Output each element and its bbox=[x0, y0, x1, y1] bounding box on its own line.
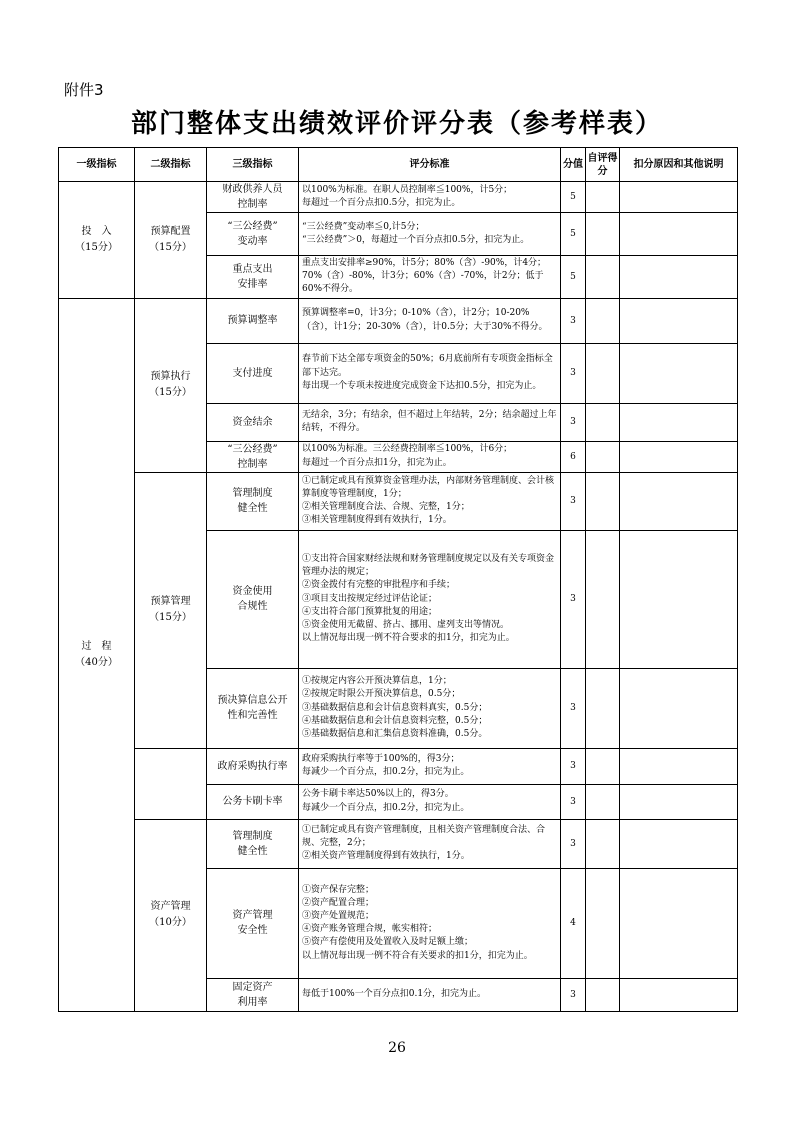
indicator-name-line: 利用率 bbox=[237, 996, 268, 1008]
criteria-line: 每减少一个百分点，扣0.2分，扣完为止。 bbox=[302, 767, 470, 778]
criteria-line: 以100%为标准。在职人员控制率≦100%，计5分； bbox=[302, 184, 513, 195]
criteria-line: ②资金拨付有完整的审批程序和手续； bbox=[302, 580, 456, 591]
reason-cell[interactable] bbox=[620, 978, 738, 1011]
criteria-line: ①支出符合国家财经法规和财务管理制度规定以及有关专项资金管理办法的规定； bbox=[302, 553, 555, 578]
criteria-line: 每低于100%一个百分点扣0.1分，扣完为止。 bbox=[302, 989, 487, 999]
indicator-name-line: 固定资产 bbox=[232, 981, 273, 993]
indicator-name-line: 资金结余 bbox=[232, 416, 273, 428]
indicator-cell bbox=[207, 868, 299, 978]
subgroup-points: （15分） bbox=[149, 612, 192, 624]
group-points: （40分） bbox=[75, 656, 118, 668]
indicator-name-line: 管理制度 bbox=[232, 488, 273, 500]
reason-cell[interactable] bbox=[620, 784, 738, 819]
self-score-cell[interactable] bbox=[586, 748, 620, 784]
criteria-line: ⑤资金使用无截留、挤占、挪用、虚列支出等情况。 bbox=[302, 619, 510, 630]
table-row bbox=[59, 819, 738, 868]
score-cell: 3 bbox=[561, 343, 586, 403]
self-score-cell[interactable] bbox=[586, 978, 620, 1011]
indicator-name-line: 重点支出 bbox=[232, 263, 273, 275]
subgroup-cell bbox=[135, 298, 207, 472]
criteria-line: ④支出符合部门预算批复的用途； bbox=[302, 606, 438, 617]
subgroup-points: （15分） bbox=[149, 387, 192, 399]
indicator-cell bbox=[207, 748, 299, 784]
criteria-line: ⑤资产有偿使用及处置收入及时足额上缴； bbox=[302, 937, 474, 948]
criteria-cell bbox=[299, 978, 561, 1011]
header-criteria: 评分标准 bbox=[299, 148, 561, 182]
self-score-cell[interactable] bbox=[586, 403, 620, 441]
reason-cell[interactable] bbox=[620, 343, 738, 403]
self-score-cell[interactable] bbox=[586, 182, 620, 213]
indicator-name-line: “三公经费” bbox=[227, 443, 278, 455]
indicator-name-line: 安排率 bbox=[237, 278, 268, 290]
indicator-name-line: 安全性 bbox=[237, 925, 268, 937]
indicator-cell bbox=[207, 441, 299, 472]
group-name: 投 入 bbox=[81, 225, 112, 237]
indicator-name-line: 性和完善性 bbox=[227, 710, 278, 722]
score-cell: 3 bbox=[561, 403, 586, 441]
indicator-name-line: 资产管理 bbox=[232, 910, 273, 922]
subgroup-cell bbox=[135, 472, 207, 748]
criteria-line: ①已制定或具有资产管理制度，且相关资产管理制度合法、合规、完整，2分； bbox=[302, 824, 546, 848]
criteria-line: ⑤基础数据信息和汇集信息资料准确，0.5分。 bbox=[302, 728, 488, 739]
table-header-row bbox=[59, 148, 738, 182]
criteria-cell bbox=[299, 343, 561, 403]
criteria-line: 重点支出安排率≥90%，计5分；80%（含）-90%，计4分；70%（含）-80%，计3分；60%（含）-70%，计2分；低于60%不得分。 bbox=[302, 258, 547, 295]
reason-cell[interactable] bbox=[620, 819, 738, 868]
criteria-cell bbox=[299, 784, 561, 819]
indicator-cell bbox=[207, 256, 299, 299]
criteria-line: 每出现一个专项未按进度完成资金下达扣0.5分，扣完为止。 bbox=[302, 380, 542, 391]
self-score-cell[interactable] bbox=[586, 868, 620, 978]
indicator-cell bbox=[207, 343, 299, 403]
criteria-line: ④资产账务管理合规，帐实相符； bbox=[302, 924, 438, 935]
score-cell: 3 bbox=[561, 298, 586, 343]
score-cell: 3 bbox=[561, 784, 586, 819]
criteria-line: 公务卡刷卡率达50%以上的，得3分。 bbox=[302, 789, 454, 800]
reason-cell[interactable] bbox=[620, 441, 738, 472]
table-row bbox=[59, 472, 738, 530]
subgroup-cell bbox=[135, 748, 207, 819]
indicator-cell bbox=[207, 668, 299, 748]
criteria-line: 每减少一个百分点，扣0.2分，扣完为止。 bbox=[302, 802, 470, 813]
criteria-cell bbox=[299, 530, 561, 668]
criteria-cell bbox=[299, 748, 561, 784]
score-cell: 5 bbox=[561, 256, 586, 299]
subgroup-cell bbox=[135, 819, 207, 1011]
criteria-line: ③基础数据信息和会计信息资料真实，0.5分； bbox=[302, 702, 488, 713]
self-score-cell[interactable] bbox=[586, 343, 620, 403]
indicator-cell bbox=[207, 472, 299, 530]
criteria-cell bbox=[299, 668, 561, 748]
criteria-line: 每超过一个百分点扣1分，扣完为止。 bbox=[302, 457, 452, 468]
indicator-name-line: 政府采购执行率 bbox=[217, 760, 288, 772]
group-cell bbox=[59, 298, 135, 1011]
indicator-name-line: 管理制度 bbox=[232, 830, 273, 842]
indicator-name-line: 控制率 bbox=[237, 458, 268, 470]
header-l3: 三级指标 bbox=[207, 148, 299, 182]
criteria-line: 每超过一个百分点扣0.5分，扣完为止。 bbox=[302, 198, 461, 208]
criteria-line: 以上情况每出现一例不符合要求的扣1分，扣完为止。 bbox=[302, 633, 515, 644]
score-cell: 3 bbox=[561, 668, 586, 748]
criteria-cell bbox=[299, 403, 561, 441]
criteria-line: “三公经费”变动率≦0,计5分； bbox=[302, 221, 425, 232]
indicator-name-line: 合规性 bbox=[237, 601, 268, 613]
criteria-line: ③项目支出按规定经过评估论证； bbox=[302, 593, 438, 604]
indicator-cell bbox=[207, 784, 299, 819]
header-self-score: 自评得分 bbox=[586, 148, 620, 182]
indicator-cell bbox=[207, 819, 299, 868]
score-cell: 3 bbox=[561, 978, 586, 1011]
indicator-name-line: 公务卡刷卡率 bbox=[222, 796, 283, 808]
criteria-line: ①已制定或具有预算资金管理办法，内部财务管理制度、会计核算制度等管理制度，1分； bbox=[302, 475, 555, 499]
criteria-line: ②相关资产管理制度得到有效执行，1分。 bbox=[302, 851, 470, 862]
score-cell: 6 bbox=[561, 441, 586, 472]
subgroup-points: （10分） bbox=[149, 917, 192, 929]
indicator-name-line: 预决算信息公开 bbox=[217, 695, 288, 707]
reason-cell[interactable] bbox=[620, 472, 738, 530]
indicator-cell bbox=[207, 403, 299, 441]
reason-cell[interactable] bbox=[620, 182, 738, 213]
indicator-name-line: 资金使用 bbox=[232, 586, 273, 598]
criteria-cell bbox=[299, 182, 561, 213]
attachment-label: 附件3 bbox=[64, 81, 104, 99]
group-name: 过 程 bbox=[81, 640, 112, 652]
criteria-line: ③相关管理制度得到有效执行，1分。 bbox=[302, 515, 452, 526]
indicator-name-line: 财政供养人员 bbox=[222, 184, 283, 195]
criteria-line: ③资产处置规范； bbox=[302, 910, 375, 921]
criteria-line: 以上情况每出现一例不符合有关要求的扣1分，扣完为止。 bbox=[302, 950, 533, 961]
self-score-cell[interactable] bbox=[586, 213, 620, 256]
indicator-cell bbox=[207, 298, 299, 343]
indicator-cell bbox=[207, 213, 299, 256]
indicator-name-line: 变动率 bbox=[237, 236, 268, 247]
score-cell: 3 bbox=[561, 819, 586, 868]
self-score-cell[interactable] bbox=[586, 441, 620, 472]
score-cell: 3 bbox=[561, 530, 586, 668]
header-reason: 扣分原因和其他说明 bbox=[620, 148, 738, 182]
self-score-cell[interactable] bbox=[586, 298, 620, 343]
indicator-name-line: “三公经费” bbox=[227, 221, 278, 232]
criteria-line: 春节前下达全部专项资金的50%；6月底前所有专项资金指标全部下达完。 bbox=[302, 354, 553, 378]
group-points: （15分） bbox=[75, 241, 118, 253]
reason-cell[interactable] bbox=[620, 868, 738, 978]
subgroup-name: 预算配置 bbox=[150, 225, 191, 237]
indicator-name-line: 支付进度 bbox=[232, 367, 273, 379]
self-score-cell[interactable] bbox=[586, 472, 620, 530]
score-cell: 5 bbox=[561, 182, 586, 213]
criteria-line: ②按规定时限公开预决算信息，0.5分； bbox=[302, 689, 461, 700]
indicator-name-line: 预算调整率 bbox=[227, 315, 278, 327]
score-cell: 3 bbox=[561, 748, 586, 784]
criteria-line: 无结余，3分；有结余，但不超过上年结转，2分；结余超过上年结转，不得分。 bbox=[302, 409, 557, 434]
score-cell: 3 bbox=[561, 472, 586, 530]
criteria-cell bbox=[299, 472, 561, 530]
indicator-cell bbox=[207, 978, 299, 1011]
reason-cell[interactable] bbox=[620, 213, 738, 256]
criteria-line: ②相关管理制度合法、合规、完整，1分； bbox=[302, 502, 470, 513]
reason-cell[interactable] bbox=[620, 256, 738, 299]
reason-cell[interactable] bbox=[620, 403, 738, 441]
table-row bbox=[59, 182, 738, 213]
criteria-line: 预算调整率=0，计3分；0-10%（含），计2分；10-20%（含），计1分；20-30%（含），计0.5分；大于30%不得分。 bbox=[302, 308, 548, 332]
criteria-line: ①资产保存完整； bbox=[302, 884, 375, 895]
indicator-cell bbox=[207, 182, 299, 213]
self-score-cell[interactable] bbox=[586, 668, 620, 748]
self-score-cell[interactable] bbox=[586, 256, 620, 299]
criteria-line: 政府采购执行率等于100%的，得3分； bbox=[302, 753, 460, 764]
header-score: 分值 bbox=[561, 148, 586, 182]
subgroup-cell bbox=[135, 182, 207, 299]
reason-cell[interactable] bbox=[620, 530, 738, 668]
indicator-name-line: 健全性 bbox=[237, 503, 268, 515]
score-cell: 4 bbox=[561, 868, 586, 978]
criteria-line: 以100%为标准。三公经费控制率≦100%，计6分； bbox=[302, 444, 513, 455]
criteria-cell bbox=[299, 441, 561, 472]
indicator-cell bbox=[207, 530, 299, 668]
self-score-cell[interactable] bbox=[586, 819, 620, 868]
header-l2: 二级指标 bbox=[135, 148, 207, 182]
table-row bbox=[59, 298, 738, 343]
reason-cell[interactable] bbox=[620, 298, 738, 343]
criteria-line: ④基础数据信息和会计信息资料完整，0.5分； bbox=[302, 715, 488, 726]
header-l1: 一级指标 bbox=[59, 148, 135, 182]
table-row bbox=[59, 748, 738, 784]
subgroup-name: 预算管理 bbox=[150, 596, 191, 608]
subgroup-name: 预算执行 bbox=[150, 371, 191, 383]
group-cell bbox=[59, 182, 135, 299]
reason-cell[interactable] bbox=[620, 668, 738, 748]
indicator-name-line: 控制率 bbox=[237, 199, 268, 210]
score-cell: 5 bbox=[561, 213, 586, 256]
criteria-cell bbox=[299, 298, 561, 343]
page-title: 部门整体支出绩效评价评分表（参考样表） bbox=[130, 109, 663, 139]
self-score-cell[interactable] bbox=[586, 784, 620, 819]
criteria-cell bbox=[299, 868, 561, 978]
self-score-cell[interactable] bbox=[586, 530, 620, 668]
indicator-name-line: 健全性 bbox=[237, 845, 268, 857]
criteria-line: ②资产配置合理； bbox=[302, 897, 375, 908]
criteria-cell bbox=[299, 819, 561, 868]
page-number: 26 bbox=[388, 1040, 406, 1056]
scoring-table bbox=[58, 147, 738, 1012]
criteria-cell bbox=[299, 256, 561, 299]
criteria-line: “三公经费”＞0，每超过一个百分点扣0.5分，扣完为止。 bbox=[302, 235, 530, 245]
subgroup-points: （15分） bbox=[149, 241, 192, 253]
criteria-cell bbox=[299, 213, 561, 256]
reason-cell[interactable] bbox=[620, 748, 738, 784]
criteria-line: ①按规定内容公开预决算信息，1分； bbox=[302, 676, 452, 687]
subgroup-name: 资产管理 bbox=[150, 901, 191, 913]
